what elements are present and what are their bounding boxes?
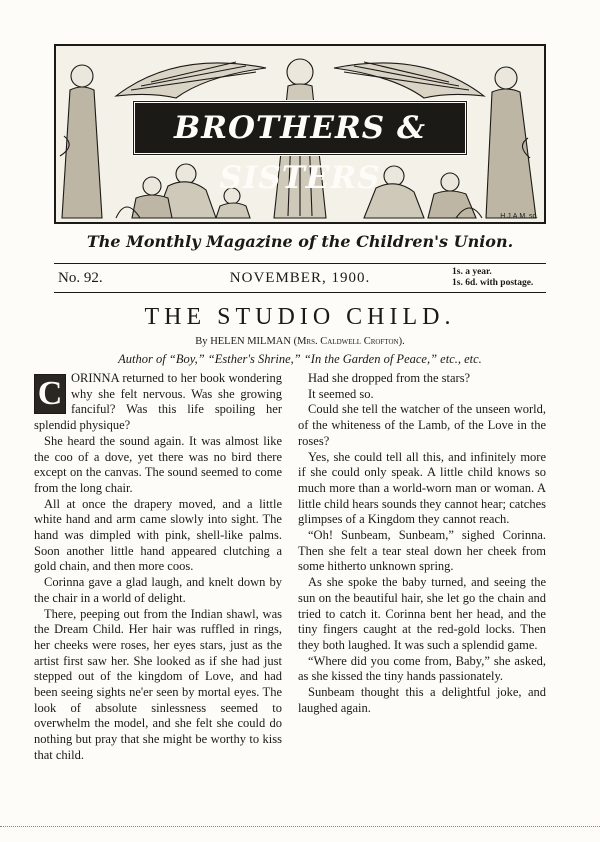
paragraph: “Where did you come from, Baby,” she asked, as she kissed the tiny hands passionately. [298, 653, 546, 684]
price-annual: 1s. a year. [452, 267, 492, 277]
issue-date: NOVEMBER, 1900. [229, 270, 371, 286]
header-rule-bottom [54, 292, 546, 293]
paragraph: There, peeping out from the Indian shawl, was the Dream Child. Her hair was ruffled in rings, her cheeks were roses, her eyes stars, just as the artist first saw her. She looked as if she had just stepped out of the kingdom of Love, and had been seeing sights ne'er seen by mortal eyes. The look of absolute sinlessness seemed to overwhelm the model, and she felt she could do nothing but pray that she might be worthy to kiss that child. [34, 606, 282, 762]
paragraph: All at once the drapery moved, and a little white hand and arm came slowly into sight. The hand was dimpled with pink, shell-like palms. Soon another little hand appeared clutching a gold chain, and then more coos. [34, 496, 282, 574]
paragraph: As she spoke the baby turned, and seeing the sun on the beautiful hair, she let go the chain and tried to catch it. Corinna bent her head, and the tiny fingers caught at the red-gold locks. Then they both laughed. It was such a splendid game. [298, 575, 546, 652]
page-bottom-edge [0, 826, 600, 827]
subscription-price [452, 267, 533, 289]
author-works: Author of “Boy,” “Esther's Shrine,” “In the Garden of Peace,” etc., etc. [118, 352, 482, 366]
story-title: THE STUDIO CHILD. [144, 304, 456, 330]
paragraph: Could she tell the watcher of the unseen world, of the whiteness of the Lamb, of the Love in the roses? [298, 402, 546, 448]
paragraph: She heard the sound again. It was almost like the coo of a dove, yet there was no bird there except on the canvas. The sound seemed to come from the long chair. [34, 433, 282, 495]
magazine-subtitle: The Monthly Magazine of the Children's Union. [86, 232, 514, 251]
magazine-title: BROTHERS & SISTERS [132, 100, 468, 156]
author-married-name: (Mrs. Caldwell Crofton). [293, 336, 405, 347]
paragraph: It seemed so. [308, 386, 374, 401]
price-postage: 1s. 6d. with postage. [452, 278, 534, 288]
byline-prefix: By [195, 336, 208, 347]
author-name: HELEN MILMAN [210, 336, 291, 347]
masthead-illustration [54, 44, 546, 224]
paragraph: Sunbeam thought this a delightful joke, and laughed again. [298, 685, 546, 715]
text-column-right [298, 371, 546, 716]
engraver-signature: H.J.A.M. sc. [500, 213, 538, 220]
text-column-left [34, 371, 282, 764]
drop-cap: C [34, 374, 66, 414]
paragraph: “Oh! Sunbeam, Sunbeam,” sighed Corinna. Then she felt a tear steal down her cheek from some hitherto unknown spring. [298, 528, 546, 574]
header-rule-top [54, 263, 546, 264]
byline [0, 336, 600, 347]
paragraph: Corinna gave a glad laugh, and knelt down by the chair in a world of delight. [34, 575, 282, 605]
paragraph: ORINNA returned to her book wondering why she felt nervous. Was she growing fanciful? Was this life spoiling her splendid physique? [34, 371, 282, 433]
paragraph: Had she dropped from the stars? [308, 371, 471, 385]
issue-number: No. 92. [58, 270, 103, 286]
paragraph: Yes, she could tell all this, and infinitely more if she could only speak. A little child knows so much more than a world-worn man or woman. A little child hears sounds they cannot hear; catches glimpses of a Kingdom they cannot reach. [298, 449, 546, 527]
